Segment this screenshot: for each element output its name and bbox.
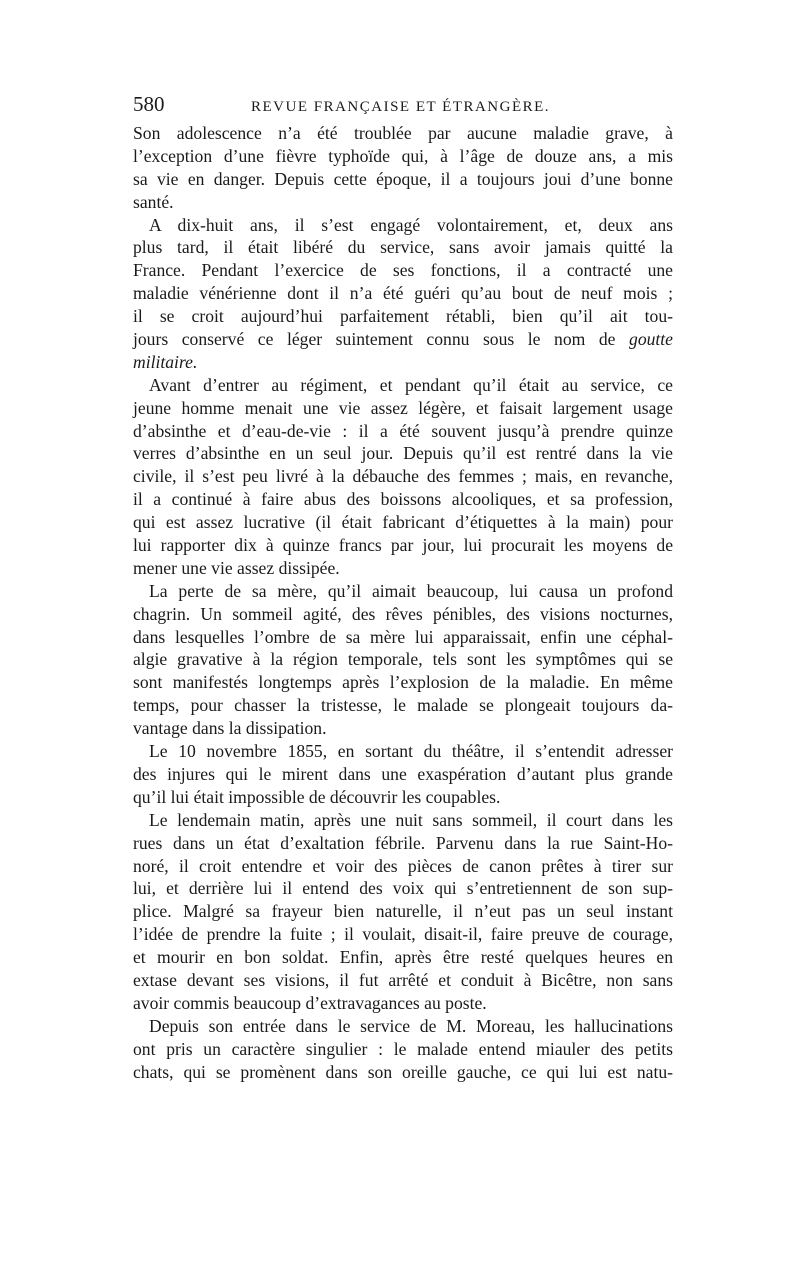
text-line: lui rapporter dix à quinze francs par jour, lui procurait les moyens de (133, 535, 673, 556)
running-head (133, 92, 673, 122)
text-line: noré, il croit entendre et voir des pièces de canon prêtes à tirer sur (133, 855, 673, 876)
text-line: vantage dans la dissipation. (133, 718, 327, 739)
page-number: 580 (133, 92, 165, 116)
text-line: dans lesquelles l’ombre de sa mère lui apparaissait, enfin une céphal- (133, 626, 673, 647)
text-line: sa vie en danger. Depuis cette époque, il a toujours joui d’une bonne (133, 168, 673, 189)
text-line-italic-end (133, 328, 673, 351)
text-line: santé. (133, 191, 174, 212)
text-line: ont pris un caractère singulier : le malade entend miauler des petits (133, 1038, 673, 1059)
text-line: Depuis son entrée dans le service de M. Moreau, les hallucinations (149, 1015, 673, 1036)
text-line: maladie vénérienne dont il n’a été guéri qu’au bout de neuf mois ; (133, 283, 673, 304)
text-line: plus tard, il était libéré du service, sans avoir jamais quitté la (133, 237, 673, 258)
italic-text: militaire. (133, 351, 198, 372)
text-line: lui, et derrière lui il entend des voix qui s’entretiennent de son sup- (133, 878, 673, 899)
text-line: qu’il lui était impossible de découvrir les coupables. (133, 786, 501, 807)
text-line: d’absinthe et d’eau-de-vie : il a été souvent jusqu’à prendre quinze (133, 420, 673, 441)
text-line: Avant d’entrer au régiment, et pendant qu’il était au service, ce (149, 374, 673, 395)
text-line: il se croit aujourd’hui parfaitement rétabli, bien qu’il ait tou- (133, 306, 673, 327)
text-line: jeune homme menait une vie assez légère, et faisait largement usage (133, 397, 673, 418)
text-line: des injures qui le mirent dans une exaspération d’autant plus grande (133, 763, 673, 784)
text-line: chats, qui se promènent dans son oreille gauche, ce qui lui est natu- (133, 1061, 673, 1082)
text-line: l’exception d’une fièvre typhoïde qui, à l’âge de douze ans, a mis (133, 145, 673, 166)
italic-text: goutte (629, 329, 673, 350)
text-line: France. Pendant l’exercice de ses fonctions, il a contracté une (133, 260, 673, 281)
text-line: mener une vie assez dissipée. (133, 557, 340, 578)
text-line: algie gravative à la région temporale, tels sont les symptômes qui se (133, 649, 673, 670)
text-line: sont manifestés longtemps après l’explosion de la maladie. En même (133, 672, 673, 693)
text-line: A dix-huit ans, il s’est engagé volontairement, et, deux ans (149, 214, 673, 235)
text-line: extase devant ses visions, il fut arrêté et conduit à Bicêtre, non sans (133, 969, 673, 990)
text-line: l’idée de prendre la fuite ; il voulait, disait-il, faire preuve de courage, (133, 924, 673, 945)
text-line: qui est assez lucrative (il était fabricant d’étiquettes à la main) pour (133, 512, 673, 533)
text-line: avoir commis beaucoup d’extravagances au poste. (133, 992, 487, 1013)
text-line: Le 10 novembre 1855, en sortant du théâtre, il s’entendit adresser (149, 741, 673, 762)
text-line: civile, il s’est peu livré à la débauche des femmes ; mais, en revanche, (133, 466, 673, 487)
text-line: Le lendemain matin, après une nuit sans sommeil, il court dans les (149, 809, 673, 830)
text-line: verres d’absinthe en un seul jour. Depuis qu’il est rentré dans la vie (133, 443, 673, 464)
text-line: La perte de sa mère, qu’il aimait beaucoup, lui causa un profond (149, 580, 673, 601)
document-page (133, 92, 673, 1083)
text-line: plice. Malgré sa frayeur bien naturelle, il n’eut pas un seul instant (133, 901, 673, 922)
text-line: Son adolescence n’a été troublée par aucune maladie grave, à (133, 123, 673, 143)
line-text: jours conservé ce léger suintement connu sous le nom de goutte (133, 329, 673, 350)
text-line: temps, pour chasser la tristesse, le malade se plongeait toujours da- (133, 695, 673, 716)
text-line: et mourir en bon soldat. Enfin, après être resté quelques heures en (133, 947, 673, 968)
text-line: il a continué à faire abus des boissons alcooliques, et sa profession, (133, 489, 673, 510)
text-body (133, 122, 673, 1083)
text-line: chagrin. Un sommeil agité, des rêves pénibles, des visions nocturnes, (133, 603, 673, 624)
text-line: rues dans un état d’exaltation fébrile. Parvenu dans la rue Saint-Ho- (133, 832, 673, 853)
text-line (133, 351, 673, 374)
running-title: REVUE FRANÇAISE ET ÉTRANGÈRE. (251, 99, 551, 115)
